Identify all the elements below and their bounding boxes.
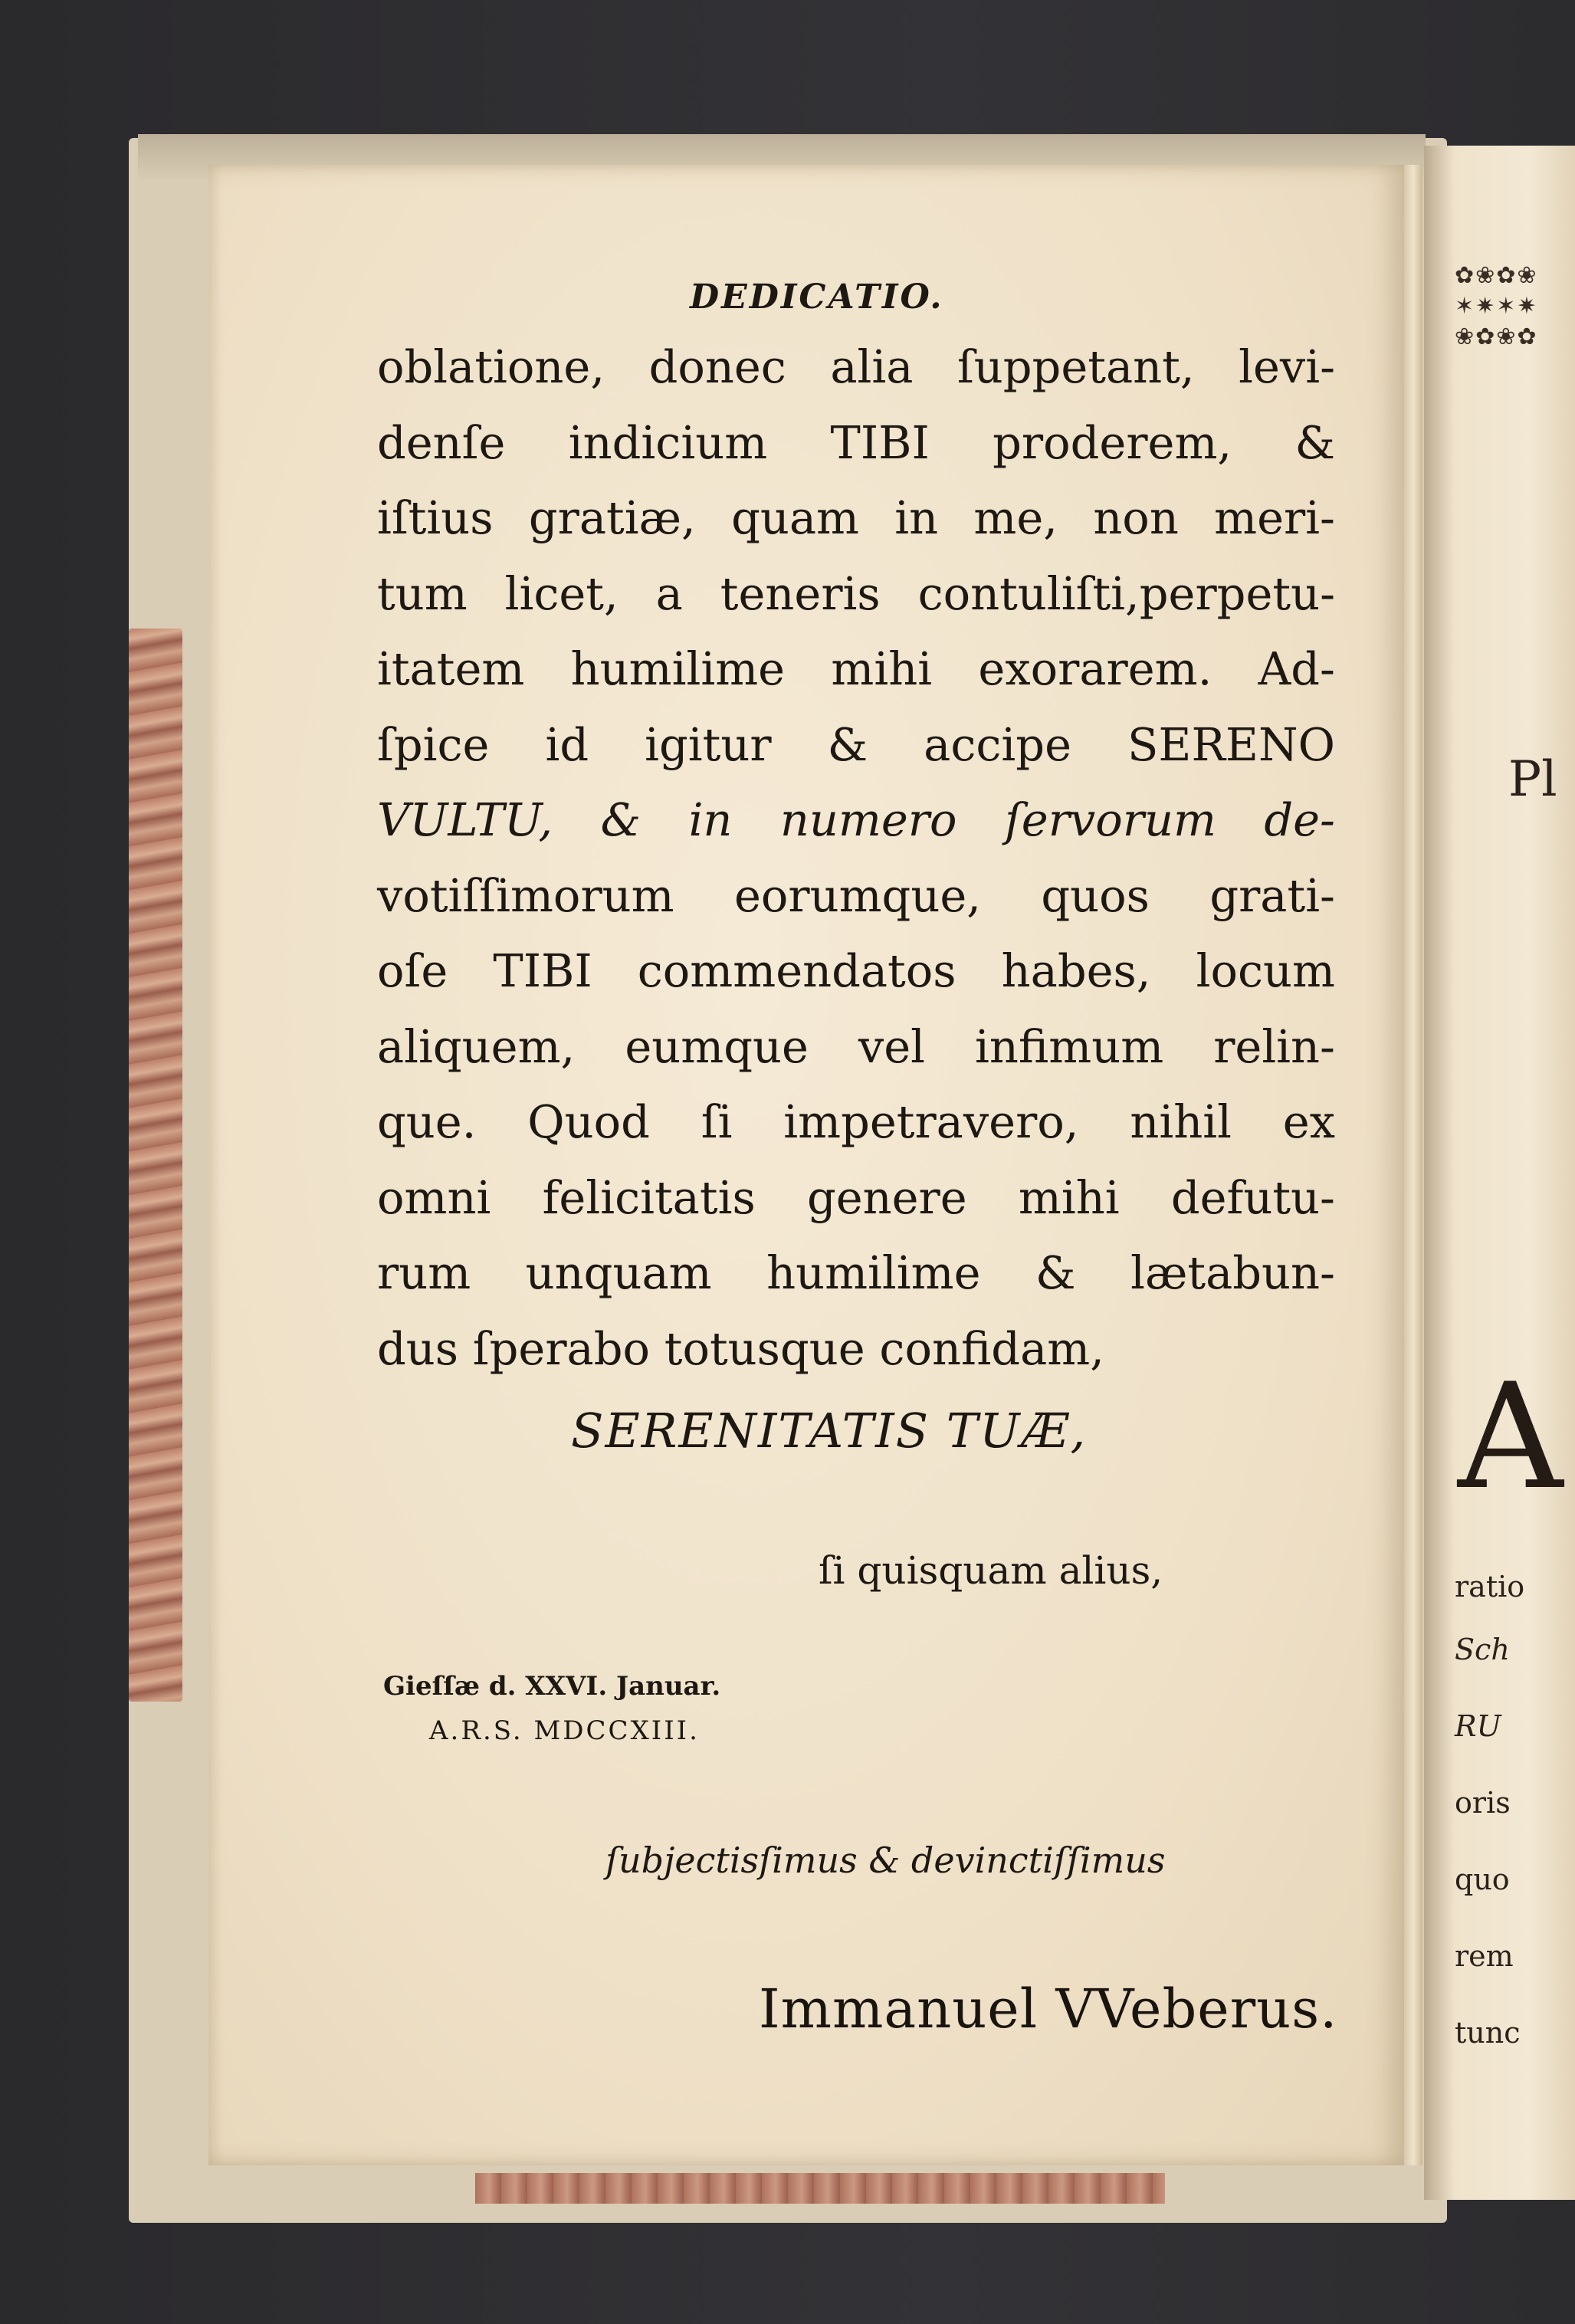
body-line: aliquem, eumque vel infimum relin-: [377, 1019, 1335, 1073]
body-line: denſe indicium TIBI proderem, &: [377, 415, 1335, 469]
right-page-fragment: oris: [1455, 1786, 1511, 1820]
page-gutter: [1404, 165, 1422, 2165]
right-page-initial: A: [1458, 1352, 1564, 1521]
body-line: VULTU, & in numero ſervorum de-: [377, 793, 1335, 846]
right-page-fragment: Sch: [1455, 1633, 1510, 1666]
body-line: iſtius gratiæ, quam in me, non meri-: [377, 491, 1335, 544]
right-page-fragment: rem: [1455, 1939, 1514, 1973]
body-line: rum unquam humilime & lætabun-: [377, 1246, 1335, 1299]
body-line: oſe TIBI commendatos habes, locum: [377, 944, 1335, 997]
dedication-body: [377, 330, 1335, 1387]
body-line: que. Quod ſi impetravero, nihil ex: [377, 1095, 1335, 1148]
body-line: itatem humilime mihi exorarem. Ad-: [377, 642, 1335, 695]
right-page-fragment-pl: Pl: [1508, 751, 1557, 808]
closing-phrase: ſi quisquam alius,: [819, 1548, 1163, 1593]
right-page-fragment: RU: [1455, 1709, 1501, 1743]
marbled-endpaper: [129, 629, 182, 1702]
body-line: votiſſimorum eorumque, quos grati-: [377, 868, 1335, 922]
body-line: omni felicitatis genere mihi defutu-: [377, 1170, 1335, 1224]
right-page-fragment: ratio: [1455, 1570, 1525, 1603]
date-line-1: Gieſſæ d. XXVI. Januar.: [383, 1671, 721, 1702]
ornament-icon: ✿❀✿❀ ✶✷✶✷ ❀✿❀✿: [1455, 262, 1538, 350]
body-line: ſpice id igitur & accipe SERENO: [377, 717, 1335, 771]
closing-title: SERENITATIS TUÆ,: [571, 1403, 1088, 1459]
running-head: DEDICATIO.: [690, 277, 944, 317]
body-line: tum licet, a teneris contuliſti,perpetu-: [377, 566, 1335, 620]
right-page: [1424, 146, 1575, 2200]
right-page-fragment: tunc: [1455, 2016, 1521, 2050]
marbled-edge-bottom: [475, 2173, 1165, 2204]
signature: Immanuel VVeberus.: [759, 1978, 1338, 2040]
subscription: ſubjectisſimus & devinctiſſimus: [605, 1840, 1166, 1881]
right-page-fragment: quo: [1455, 1863, 1510, 1896]
body-line: dus ſperabo totusque confidam,: [377, 1321, 1104, 1375]
date-line-2: A.R.S. MDCCXIII.: [429, 1715, 700, 1746]
body-line: oblatione, donec alia ſuppetant, levi-: [377, 340, 1335, 393]
